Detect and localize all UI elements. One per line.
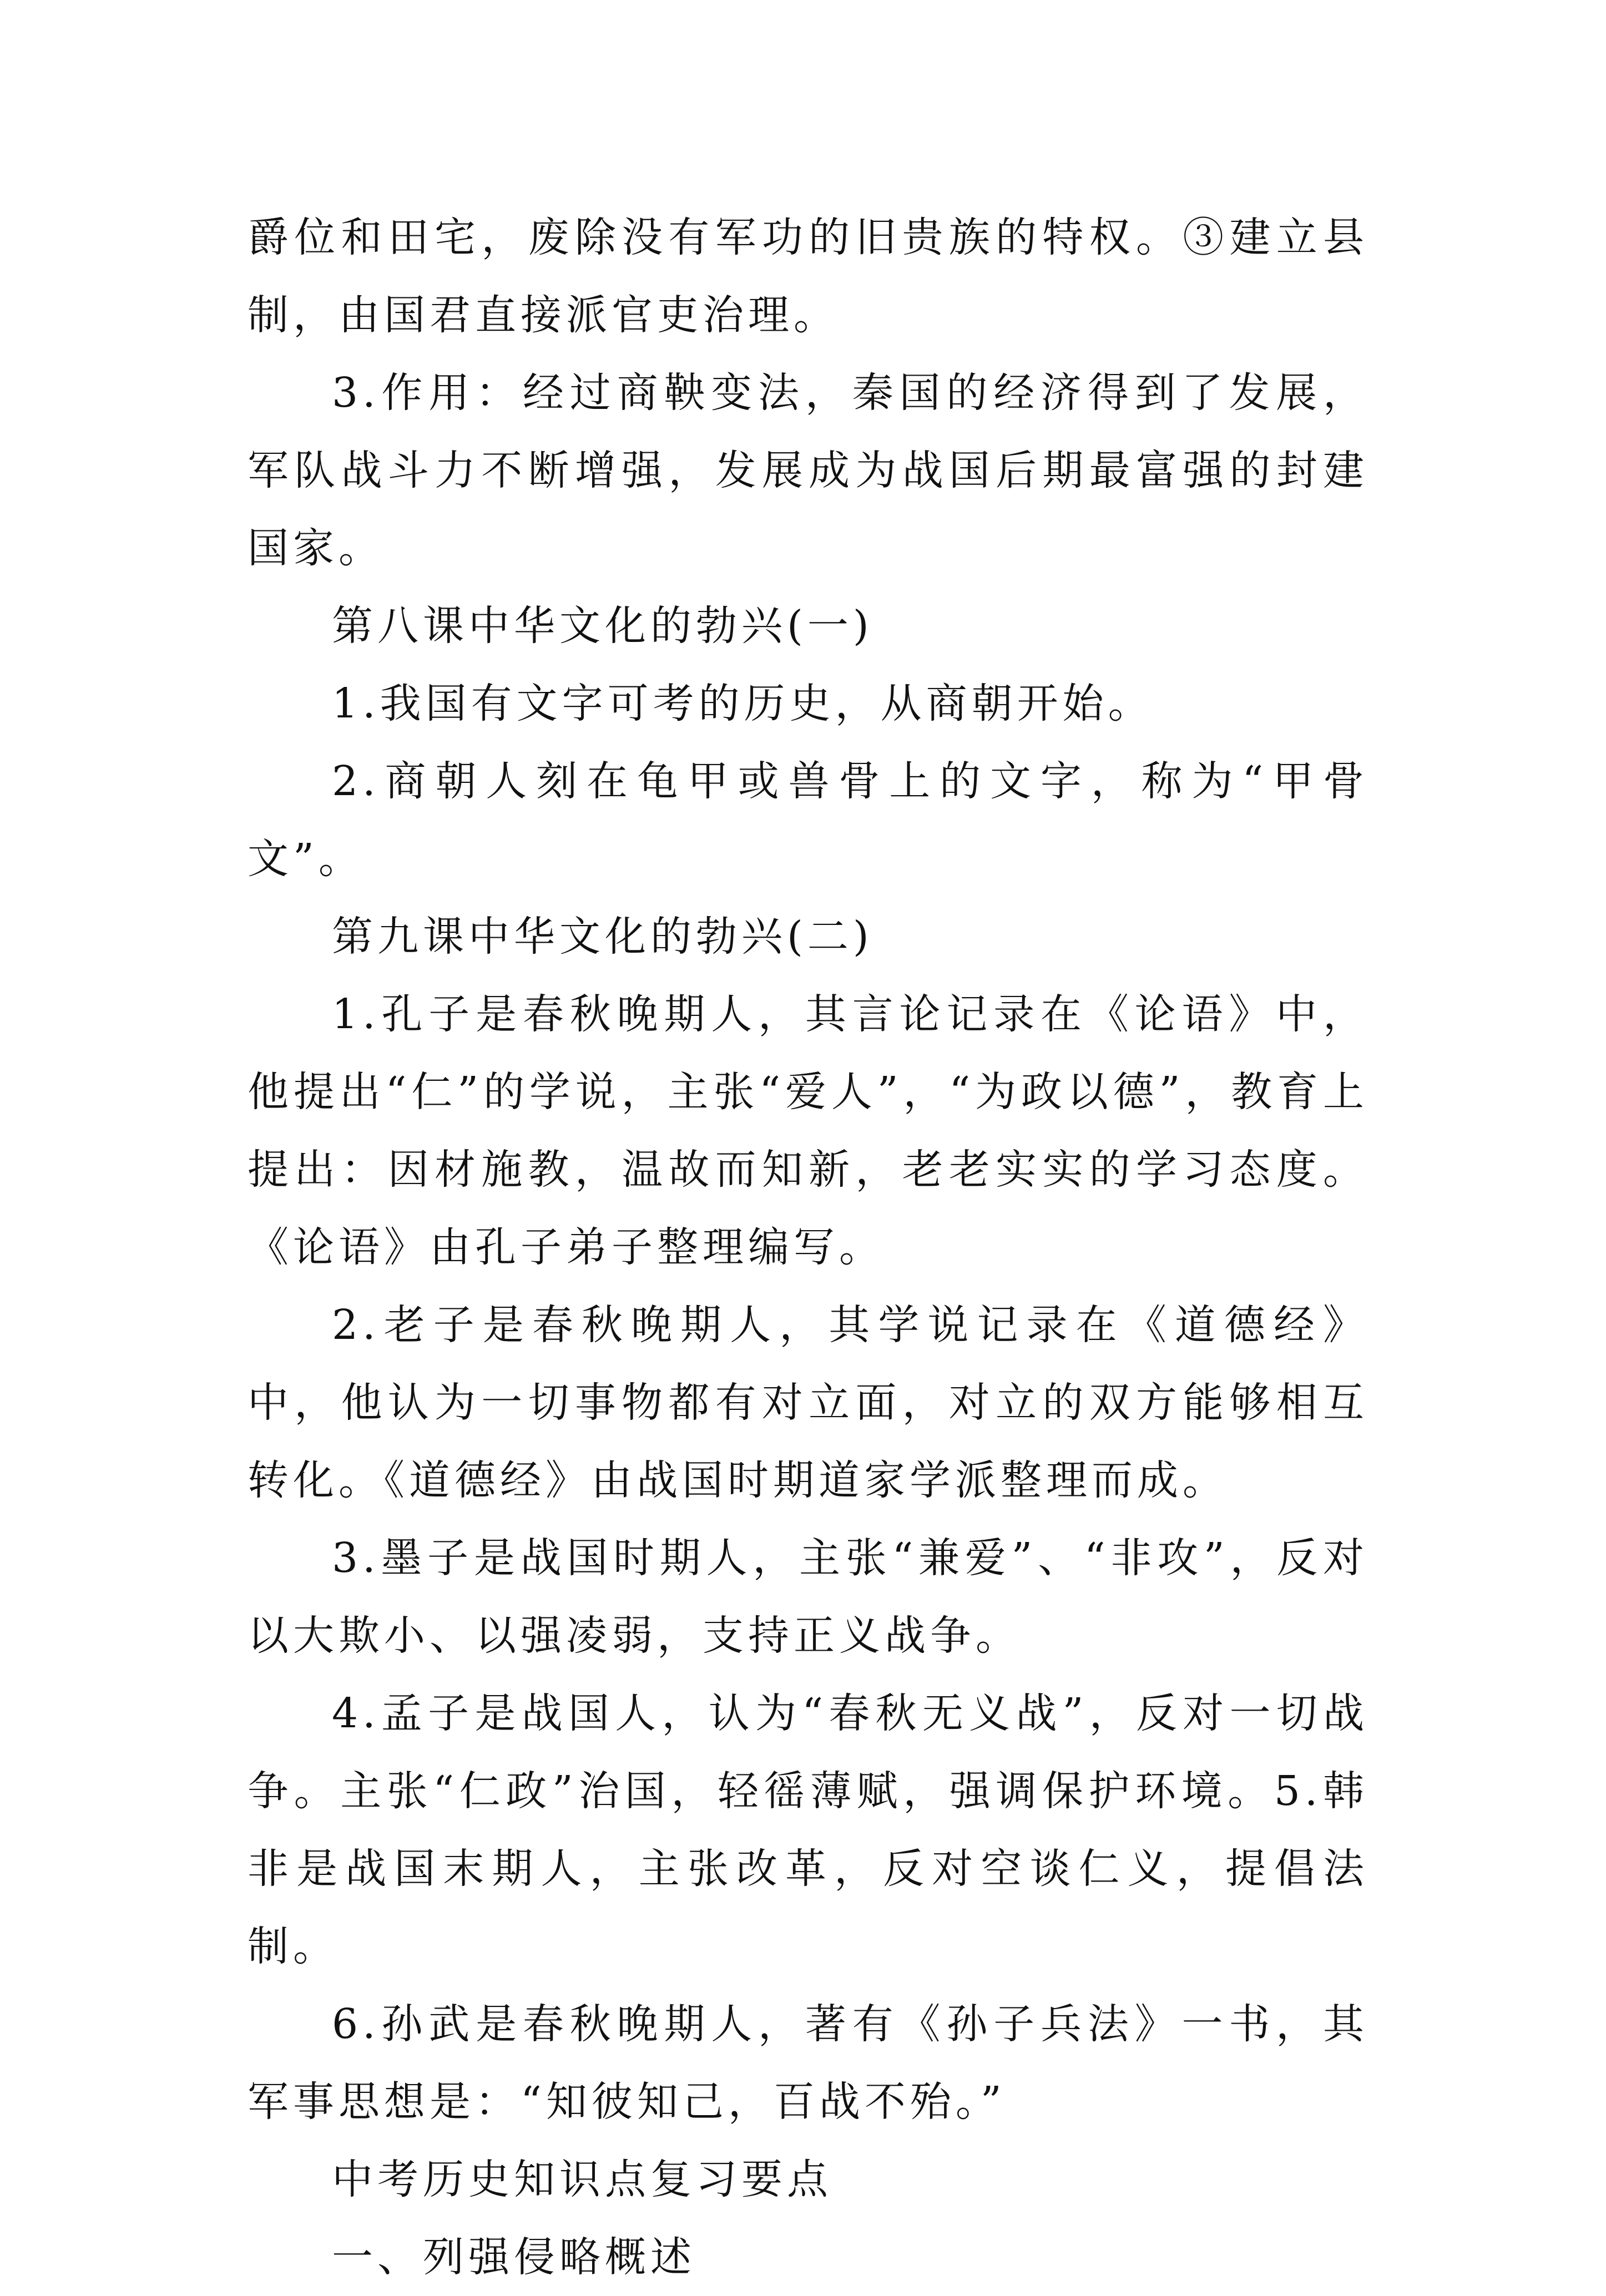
paragraph-1: 爵位和田宅，废除没有军功的旧贵族的特权。③建立县制，由国君直接派官吏治理。 (248, 214, 1368, 339)
paragraph-8: 2.老子是春秋晚期人，其学说记录在《道德经》中，他认为一切事物都有对立面，对立的双方能够相互转化。《道德经》由战国时期道家学派整理而成。 (248, 1301, 1368, 1504)
section-heading: 中考历史知识点复习要点 (332, 2156, 832, 2203)
paragraph-4: 1.我国有文字可考的历史，从商朝开始。 (332, 680, 1154, 727)
subsection-heading: 一、列强侵略概述 (332, 2233, 696, 2281)
lesson-9-heading: 第九课中华文化的勃兴(二) (332, 913, 873, 960)
paragraph-7: 1.孔子是春秋晚期人，其言论记录在《论语》中，他提出“仁”的学说，主张“爱人”，“为政以德”，教育上提出：因材施教，温故而知新，老老实实的学习态度。《论语》由孔子弟子整理编写。 (248, 990, 1368, 1271)
paragraph-2: 3.作用：经过商鞅变法，秦国的经济得到了发展，军队战斗力不断增强，发展成为战国后期最富强的封建国家。 (248, 369, 1368, 572)
paragraph-5: 2.商朝人刻在龟甲或兽骨上的文字，称为“甲骨文”。 (248, 757, 1368, 883)
paragraph-11: 6.孙武是春秋晚期人，著有《孙子兵法》一书，其军事思想是：“知彼知己，百战不殆。” (248, 2000, 1368, 2126)
document-body (248, 199, 1368, 2296)
paragraph-9: 3.墨子是战国时期人，主张“兼爱”、“非攻”，反对以大欺小、以强凌弱，支持正义战争。 (248, 1534, 1368, 1660)
paragraph-10: 4.孟子是战国人，认为“春秋无义战”，反对一切战争。主张“仁政”治国，轻徭薄赋，强调保护环境。5.韩非是战国末期人，主张改革，反对空谈仁义，提倡法制。 (248, 1690, 1368, 1970)
lesson-8-heading: 第八课中华文化的勃兴(一) (332, 602, 873, 650)
